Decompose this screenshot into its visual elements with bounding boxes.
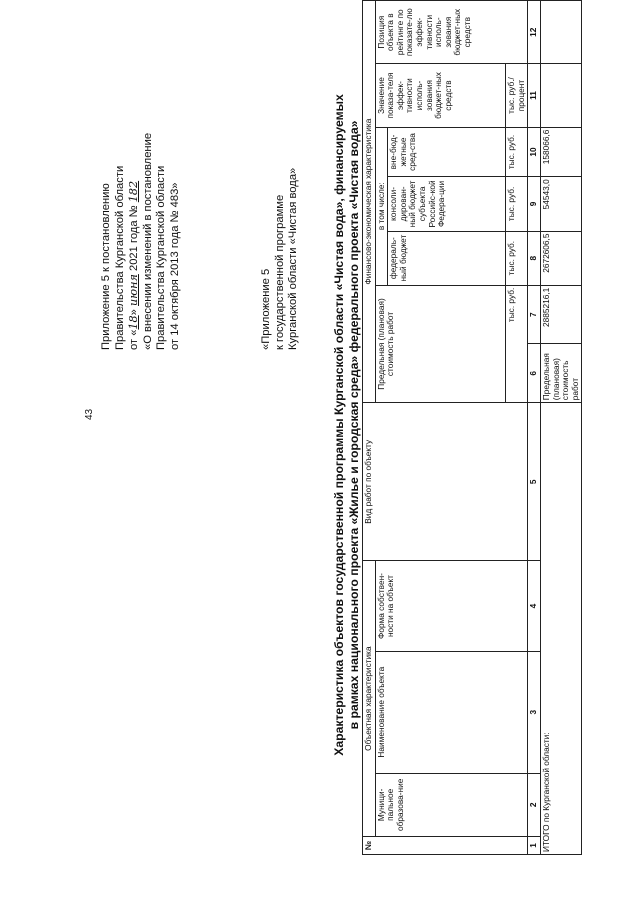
header-work-type: Вид работ по объекту [363, 403, 528, 561]
reference-line-3: Курганской области «Чистая вода» [287, 167, 300, 350]
col-number: 2 [528, 773, 541, 836]
total-label: ИТОГО по Курганской области: [540, 403, 581, 855]
title-line-2: в рамках национального проекта «Жилье и городская среда» федерального проекта «Чистая вода» [347, 120, 361, 730]
col-number: 1 [528, 836, 541, 854]
unit-indicator: тыс. руб./ процент [506, 64, 528, 127]
appendix-line-3 [127, 20, 142, 350]
unit-consolidated: тыс. руб. [506, 177, 528, 231]
header-object-characteristics: Объектная характеристика [363, 561, 376, 837]
year-text: 2021 года № [128, 205, 141, 272]
total-federal: 2672606,5 [540, 231, 581, 285]
column-numbers-row [528, 1, 541, 855]
header-position: Позиция объекта в рейтинге по показате-лю эффек-тивности исполь-зования бюджет-ных средств [375, 1, 528, 64]
handwritten-day: 18 [127, 315, 141, 330]
header-finance-characteristics: Финансово-экономическая характеристика [363, 1, 376, 403]
col-number: 5 [528, 403, 541, 561]
total-cost: 2885216,1 [540, 285, 581, 344]
unit-federal: тыс. руб. [506, 231, 528, 285]
appendix-line-2: Правительства Курганской области [113, 165, 126, 350]
header-row-1 [363, 1, 376, 855]
reference-line-1: «Приложение 5 [260, 268, 272, 350]
col-number: 6 [528, 344, 541, 403]
total-cost-label: Предельная (плановая) стоимость работ [540, 344, 581, 403]
appendix-header [100, 20, 183, 350]
page-number: 43 [84, 408, 95, 420]
header-ownership: Форма собствен-ности на объект [375, 561, 528, 651]
header-limit-cost: Предельная (плановая) стоимость работ [375, 285, 506, 402]
appendix-line-5: Правительства Курганской области [155, 165, 168, 350]
col-number: 9 [528, 177, 541, 231]
col-number: 10 [528, 127, 541, 177]
header-municipality: Муници-пальное образова-ние [375, 773, 528, 836]
appendix-line-1: Приложение 5 к постановлению [100, 183, 112, 350]
program-reference [260, 20, 301, 350]
total-indicator [540, 64, 581, 127]
header-federal: федераль-ный бюджет [388, 231, 506, 285]
document-title [332, 0, 362, 855]
appendix-line-4: «О внесении изменений в постановление [141, 132, 154, 350]
total-row [540, 1, 581, 855]
total-position [540, 1, 581, 64]
title-line-1: Характеристика объектов государственной программы Курганской области «Чистая вода», финансируемых [332, 94, 346, 756]
date-prefix: от « [128, 329, 141, 350]
header-extra: вне-бюд-жетные сред-ства [388, 127, 506, 177]
appendix-line-6: от 14 октября 2013 года № 483» [168, 182, 181, 350]
col-number: 12 [528, 1, 541, 64]
header-indicator: Значение показа-теля эффек-тивности исполь-зования бюджет-ных средств [375, 64, 506, 127]
total-consolidated: 54543,0 [540, 177, 581, 231]
unit-extra: тыс. руб. [506, 127, 528, 177]
col-number: 8 [528, 231, 541, 285]
header-consolidated: консоли-дирован-ный бюджет субъекта Российс-кой Федера-ции [388, 177, 506, 231]
date-mid: » [128, 309, 141, 316]
reference-line-2: к государственной программе [273, 194, 286, 350]
col-number: 4 [528, 561, 541, 651]
header-object-name: Наименование объекта [375, 651, 528, 773]
rotated-page-content [100, 0, 640, 855]
total-extra: 158066,6 [540, 127, 581, 177]
handwritten-month: июня [127, 274, 141, 306]
col-number: 11 [528, 64, 541, 127]
header-num: № [363, 836, 528, 854]
col-number: 7 [528, 285, 541, 344]
header-in-total: в том числе: [375, 127, 388, 285]
objects-table [362, 0, 582, 855]
col-number: 3 [528, 651, 541, 773]
handwritten-number: 182 [127, 180, 141, 203]
unit-limit-cost: тыс. руб. [506, 285, 528, 402]
